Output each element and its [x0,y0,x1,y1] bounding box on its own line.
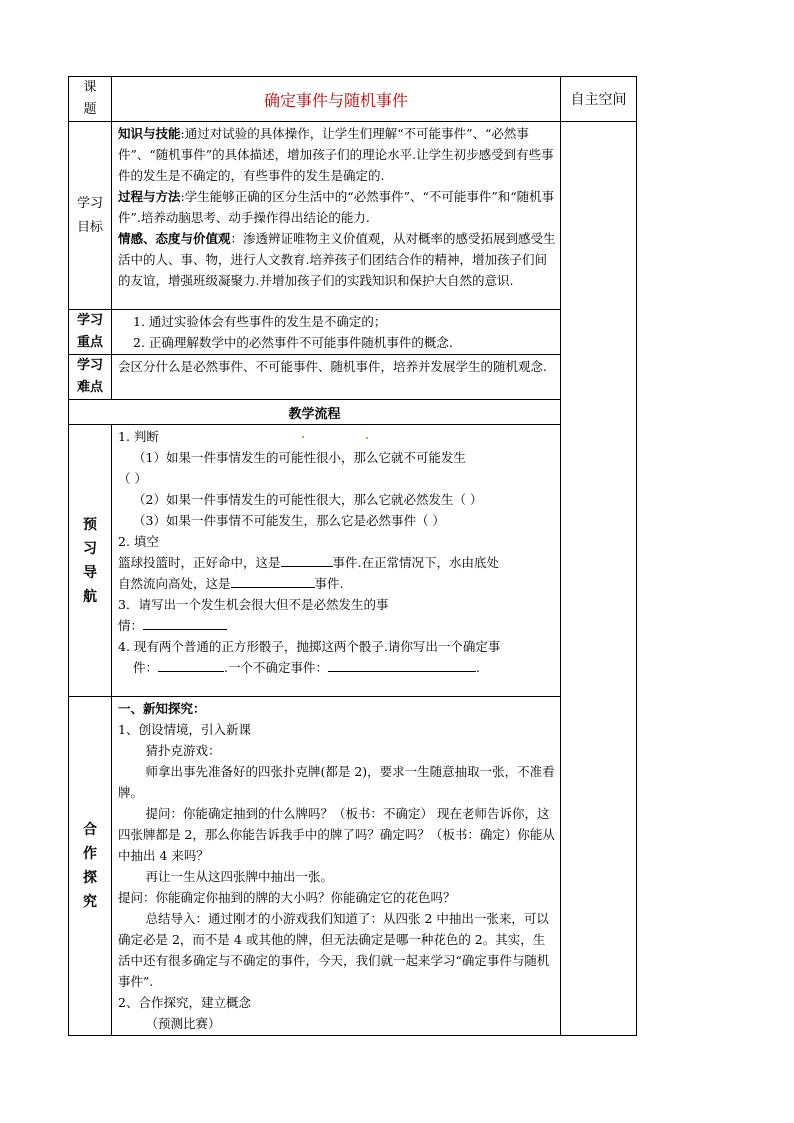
cooperate-heading: 一、新知探究： [118,701,206,716]
key-points-label: 学习 重点 [69,310,112,355]
lesson-title: 确定事件与随机事件 [112,77,561,122]
preview-q4-answer: 件： .一个不确定事件： . [133,660,480,675]
objectives-row [69,122,637,310]
objectives-content [112,122,561,310]
cooperate-content [112,697,561,1036]
preview-label [69,425,112,697]
speck-mark [302,436,304,438]
cooperate-line-9: （预测比赛） [145,1016,221,1031]
cooperate-line-5: 再让一生从这四张牌中抽出一张。 [145,869,334,884]
topic-label-cell [69,77,112,122]
speck-mark [366,437,368,439]
preview-q1: 1. 判断 [118,429,159,444]
cooperate-line-3: 师拿出事先准备好的四张扑克牌(都是 2)，要求一生随意抽取一张，不准看牌。 [118,764,555,800]
self-study-space-column [561,122,637,1036]
lesson-plan-table [68,76,637,1036]
blank-field-2[interactable] [231,575,315,588]
blank-field-1[interactable] [281,554,333,567]
difficulty-content: 会区分什么是必然事件、不可能事件、随机事件，培养并发展学生的随机观念. [112,355,561,400]
key-points-content [112,310,561,355]
cooperate-line-7: 总结导入：通过刚才的小游戏我们知道了：从四张 2 中抽出一张来，可以确定必是 2，而不是 4 或其他的牌，但无法确定是哪一种花色的 2。其实，生活中还有很多确定与不确定的事件，今天，我们就一起来学习“确定事件与随机事件”. [118,911,550,989]
objective-attitude: 情感、态度与价值观：渗透辨证唯物主义价值观，从对概率的感受拓展到感受生活中的人、事、物，进行人文教育.培养孩子们团结合作的精神，增加孩子们间的友谊，增强班级凝聚力.并增加孩子们的实践知识和保护大自然的意识. [118,231,556,288]
objectives-label: 学习 目标 [69,122,112,310]
preview-q4: 4. 现有两个普通的正方形骰子，抛掷这两个骰子.请你写出一个确定事 [118,639,501,654]
preview-q2: 2. 填空 [118,534,159,549]
header-row [69,77,637,122]
preview-q3: 3．请写出一个发生机会很大但不是必然发生的事 [118,597,389,612]
cooperate-row [69,697,637,1036]
self-study-space-header: 自主空间 [561,77,637,122]
blank-field-3[interactable] [143,617,227,630]
cooperate-line-4: 提问：你能确定抽到的什么牌吗？（板书：不确定） 现在老师告诉你，这四张牌都是 2，那么你能告诉我手中的牌了吗？确定吗？（板书：确定）你能从中抽出 4 来吗？ [118,806,555,863]
preview-content [112,425,561,697]
blank-field-5[interactable] [328,659,476,672]
preview-q1a-paren: （ ） [118,471,147,486]
cooperate-line-2: 猜扑克游戏： [145,743,221,758]
key-point-2: 2. 正确理解数学中的必然事件不可能事件随机事件的概念. [133,335,453,350]
objective-process: 过程与方法:学生能够正确的区分生活中的“必然事件”、“不可能事件”和“随机事件”.培养动脑思考、动手操作得出结论的能力. [118,189,555,225]
cooperate-line-6: 提问：你能确定你抽到的牌的大小吗？你能确定它的花色吗？ [118,890,456,905]
preview-q3-answer: 情： [118,615,556,636]
flow-title-row [69,400,637,425]
teaching-flow-title: 教学流程 [69,400,561,425]
preview-q1a: （1）如果一件事情发生的可能性很小，那么它就不可能发生 [133,450,466,465]
difficulty-row [69,355,637,400]
preview-q2b: 自然流向高处，这是 事件. [118,576,344,591]
cooperate-label-text: 合 作 探 究 [83,822,97,910]
difficulty-label: 学习 难点 [69,355,112,400]
preview-row [69,425,637,697]
cooperate-label [69,697,112,1036]
key-points-row [69,310,637,355]
key-point-1: 1. 通过实验体会有些事件的发生是不确定的； [133,314,387,329]
cooperate-line-8: 2、合作探究，建立概念 [118,995,251,1010]
objective-knowledge: 知识与技能:通过对试验的具体操作，让学生们理解“不可能事件”、“必然事件”、“随机事件”的具体描述，增加孩子们的理论水平.让学生初步感受到有些事件的发生是不确定的，有些事件的发生是确定的. [118,126,554,183]
blank-field-4[interactable] [158,659,224,672]
preview-q1b: （2）如果一件事情发生的可能性很大，那么它就必然发生（ ） [133,492,483,507]
topic-label: 课 题 [83,80,97,117]
preview-q2a: 篮球投篮时，正好命中，这是 事件.在正常情况下，水由底处 [118,555,499,570]
cooperate-line-1: 1、创设情境，引入新课 [118,722,251,737]
preview-q1c: （3）如果一件事情不可能发生，那么它是必然事件（ ） [133,513,445,528]
preview-label-text: 预 习 导 航 [83,516,97,605]
